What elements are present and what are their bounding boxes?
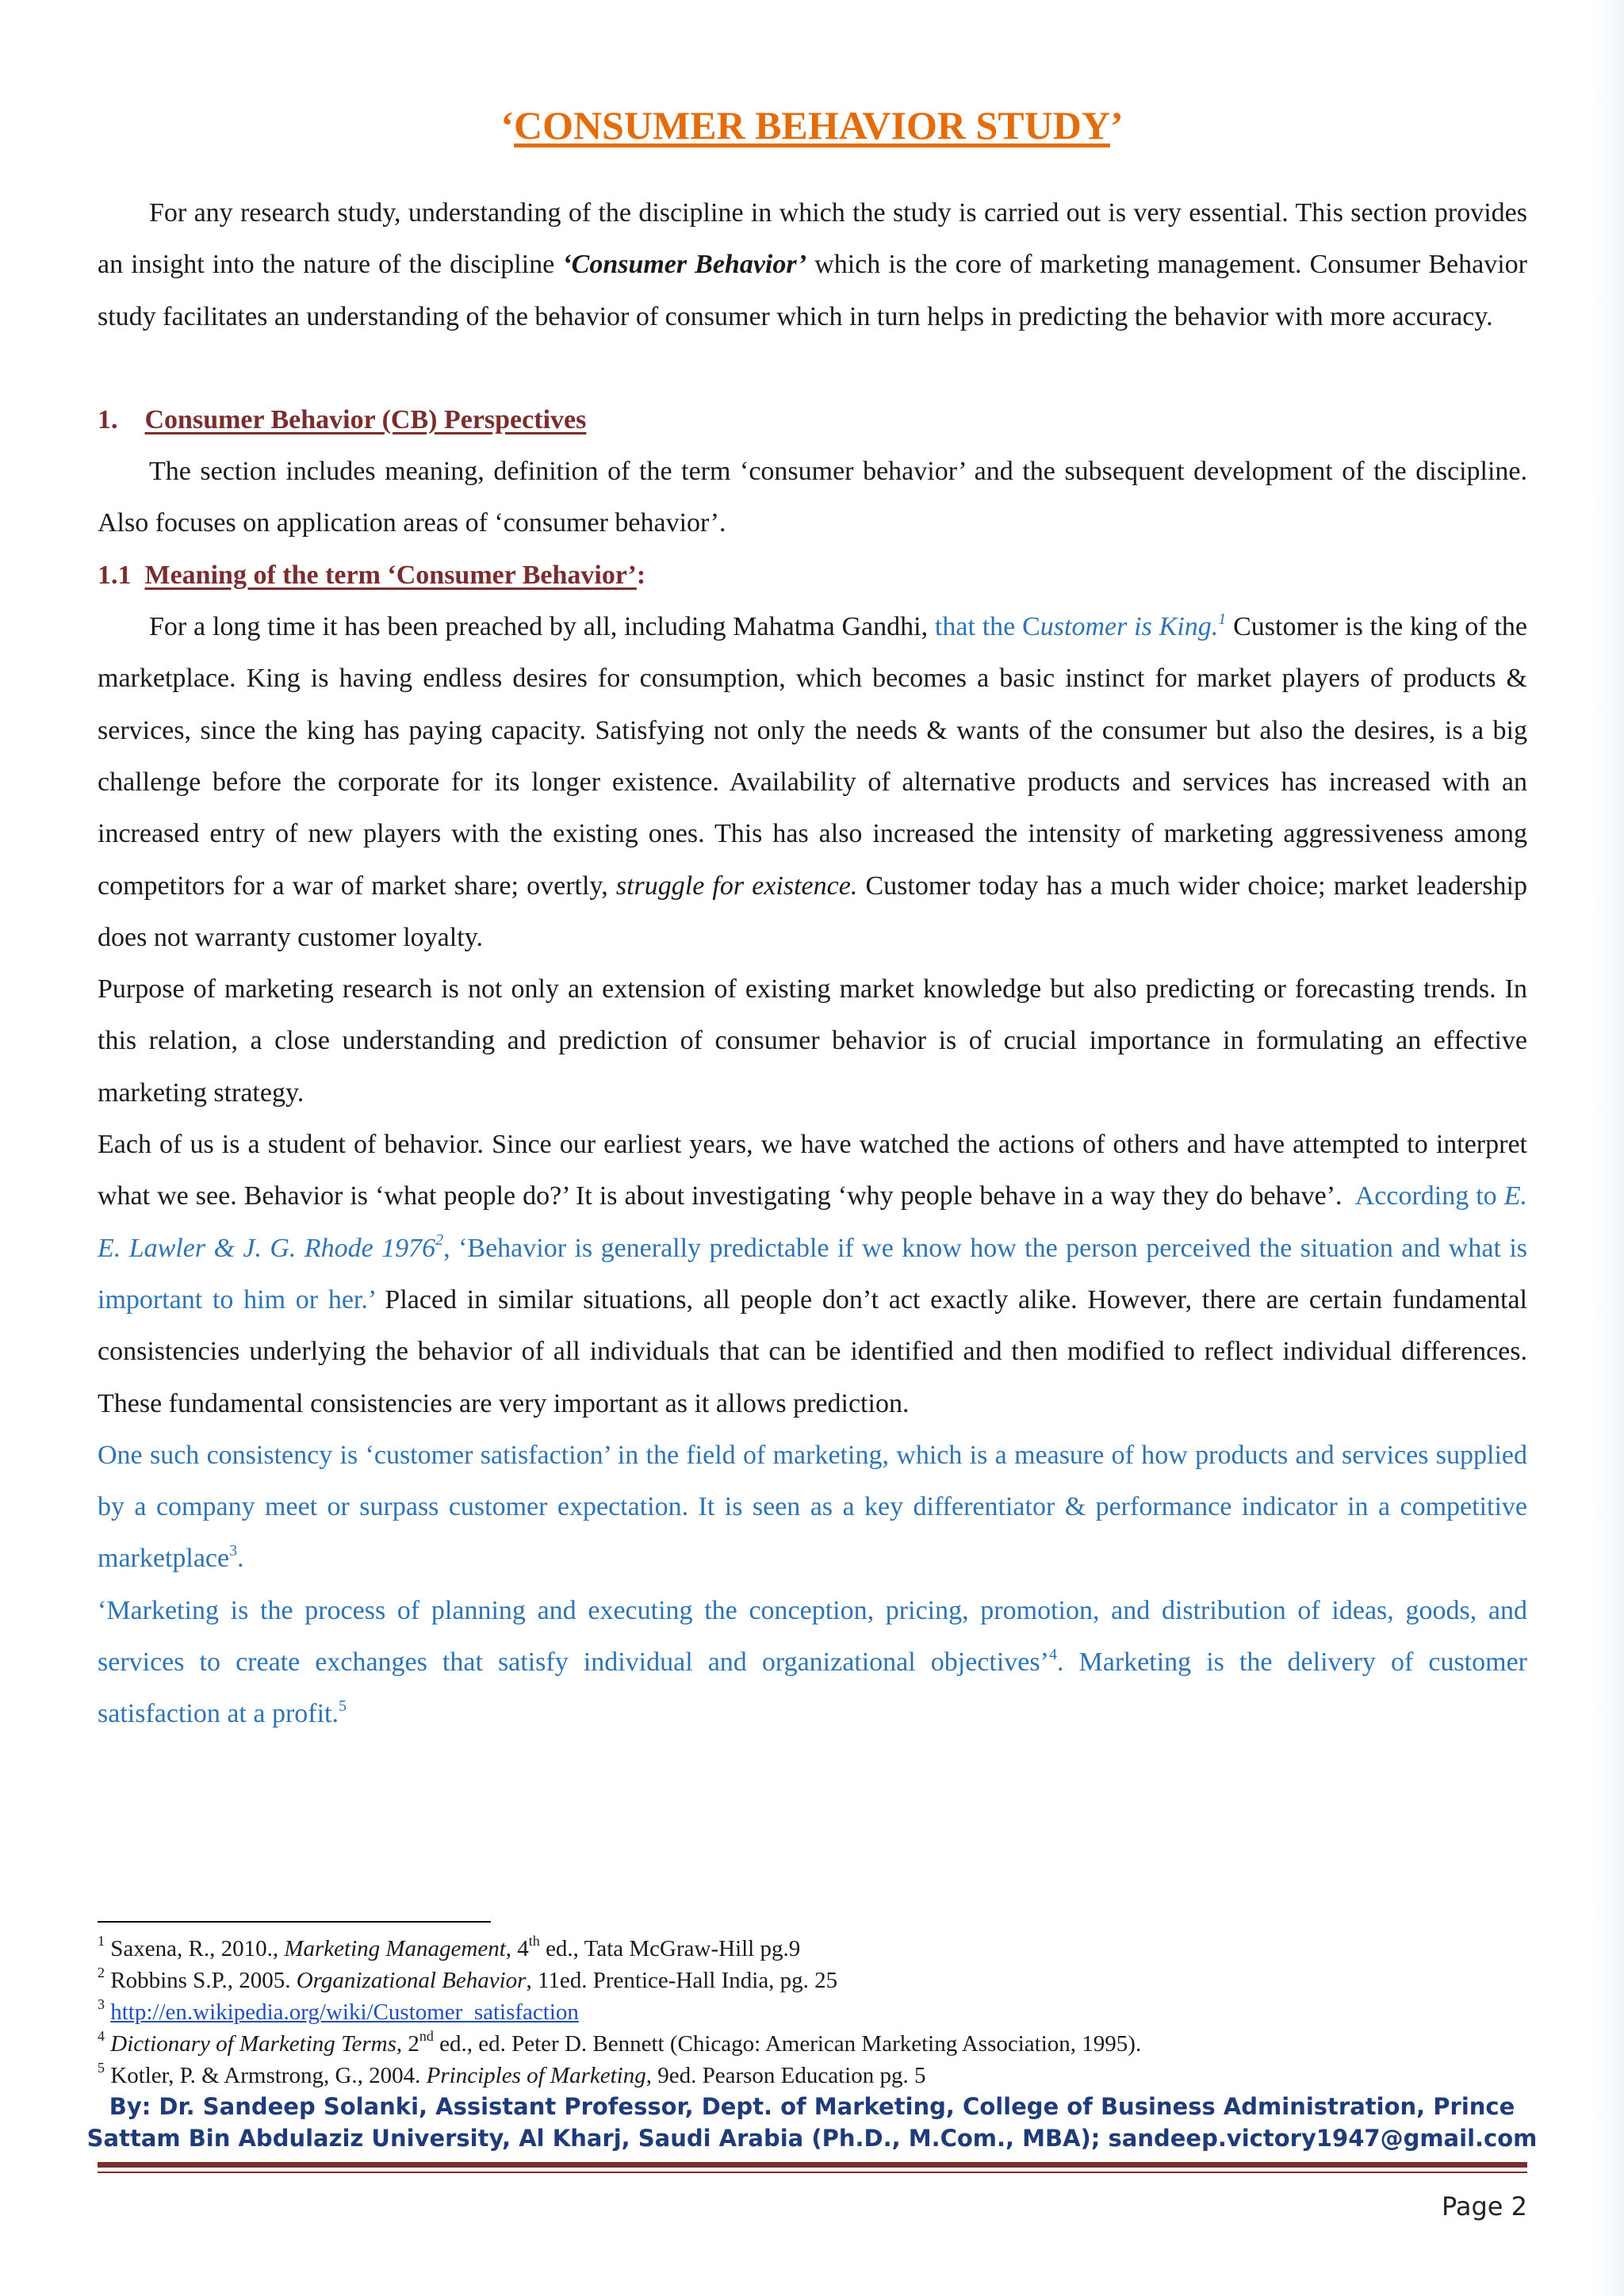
paragraph-spacer [98, 342, 1527, 394]
footer-rule-thin [98, 2172, 1527, 2173]
marketing-definition-paragraph: ‘Marketing is the process of planning and executing the conception, pricing, promotion, and distribution of ideas, goods, and services to create exchanges that satisfy individual and organizational objectives’$^4$. Marketing is the delivery of customer satisfaction at a profit.$^5$ [98, 1595, 1527, 1729]
footnotes [98, 1933, 1527, 2091]
footnote-4: $^4$ Dictionary of Marketing Terms, 2nd ed., ed. Peter D. Bennett (Chicago: American Marketing Association, 1995). [98, 2028, 1142, 2057]
page-number: Page 2 [1442, 2191, 1527, 2221]
footnote-3: $^3$ http://en.wikipedia.org/wiki/Customer_satisfaction [98, 1996, 579, 2025]
footnote-2: $^2$ Robbins S.P., 2005. Organizational Behavior, 11ed. Prentice-Hall India, pg. 25 [98, 1965, 838, 1993]
footnote-1: $^1$ Saxena, R., 2010., Marketing Management, 4th ed., Tata McGraw-Hill pg.9 [98, 1933, 801, 1961]
intro-paragraph: For any research study, understanding of the discipline in which the study is carried out is very essential. This section provides an insight into the nature of the discipline ‘Consumer Behavior’ which is the core of marketing management. Consumer Behavior study facilitates an understanding of the behavior of consumer which in turn helps in predicting the behavior with more accuracy. [98, 198, 1527, 331]
behavior-student-paragraph: Each of us is a student of behavior. Since our earliest years, we have watched the actions of others and have attempted to interpret what we see. Behavior is ‘what people do?’ It is about investigating ‘why people behave in a way they do behave’. According to E. E. Lawler & J. G. Rhode 1976$^2$, ‘Behavior is generally predictable if we know how the person perceived the situation and what is important to him or her.’ Placed in similar situations, all people don’t act exactly alike. However, there are certain fundamental consistencies underlying the behavior of all individuals that can be identified and then modified to reflect individual differences. These fundamental consistencies are very important as it allows prediction. [98, 1130, 1527, 1418]
body-text [98, 187, 1527, 1740]
section-1-paragraph: The section includes meaning, definition of the term ‘consumer behavior’ and the subsequent development of the discipline. Also focuses on application areas of ‘consumer behavior’. [98, 457, 1527, 538]
page-edge-shade [1592, 0, 1624, 2296]
consistency-paragraph: One such consistency is ‘customer satisfaction’ in the field of marketing, which is a measure of how products and services supplied by a company meet or surpass customer expectation. It is seen as a key differentiator & performance indicator in a competitive marketplace$^3$. [98, 1440, 1527, 1574]
page-title: ‘CONSUMER BEHAVIOR STUDY’ [500, 103, 1124, 147]
customer-king-paragraph: For a long time it has been preached by all, including Mahatma Gandhi, that the Customer is King.$^1$ Customer is the king of the marketplace. King is having endless desires for consumption, which becomes a basic instinct for market players of products & services, since the king has paying capacity. Satisfying not only the needs & wants of the consumer but also the desires, is a big challenge before the corporate for its longer existence. Availability of alternative products and services has increased with an increased entry of new players with the existing ones. This has also increased the intensity of marketing aggressiveness among competitors for a war of market share; overtly, struggle for existence. Customer today has a much wider choice; market leadership does not warranty customer loyalty. [98, 610, 1527, 952]
author-line-1: By: Dr. Sandeep Solanki, Assistant Professor, Dept. of Marketing, College of Business Administration, Prince [109, 2093, 1515, 2120]
footnote-3-link[interactable]: http://en.wikipedia.org/wiki/Customer_satisfaction [110, 1999, 579, 2025]
footnote-5: $^5$ Kotler, P. & Armstrong, G., 2004. Principles of Marketing, 9ed. Pearson Education pg. 5 [98, 2060, 926, 2088]
author-line-2: Sattam Bin Abdulaziz University, Al Kharj, Saudi Arabia (Ph.D., M.Com., MBA); sandeep.victory1947@gmail.com [86, 2125, 1538, 2152]
section-1-heading: 1. Consumer Behavior (CB) Perspectives [98, 404, 587, 434]
footer-rule-thick [98, 2162, 1527, 2168]
section-1-1-heading: 1.1 Meaning of the term ‘Consumer Behavior’: [98, 560, 646, 590]
title-text: CONSUMER BEHAVIOR STUDY [514, 103, 1110, 147]
purpose-paragraph: Purpose of marketing research is not only an extension of existing market knowledge but also predicting or forecasting trends. In this relation, a close understanding and prediction of consumer behavior is of crucial importance in formulating an effective marketing strategy. [98, 974, 1527, 1108]
footnote-separator [98, 1921, 491, 1923]
author-footer [0, 2091, 1624, 2154]
